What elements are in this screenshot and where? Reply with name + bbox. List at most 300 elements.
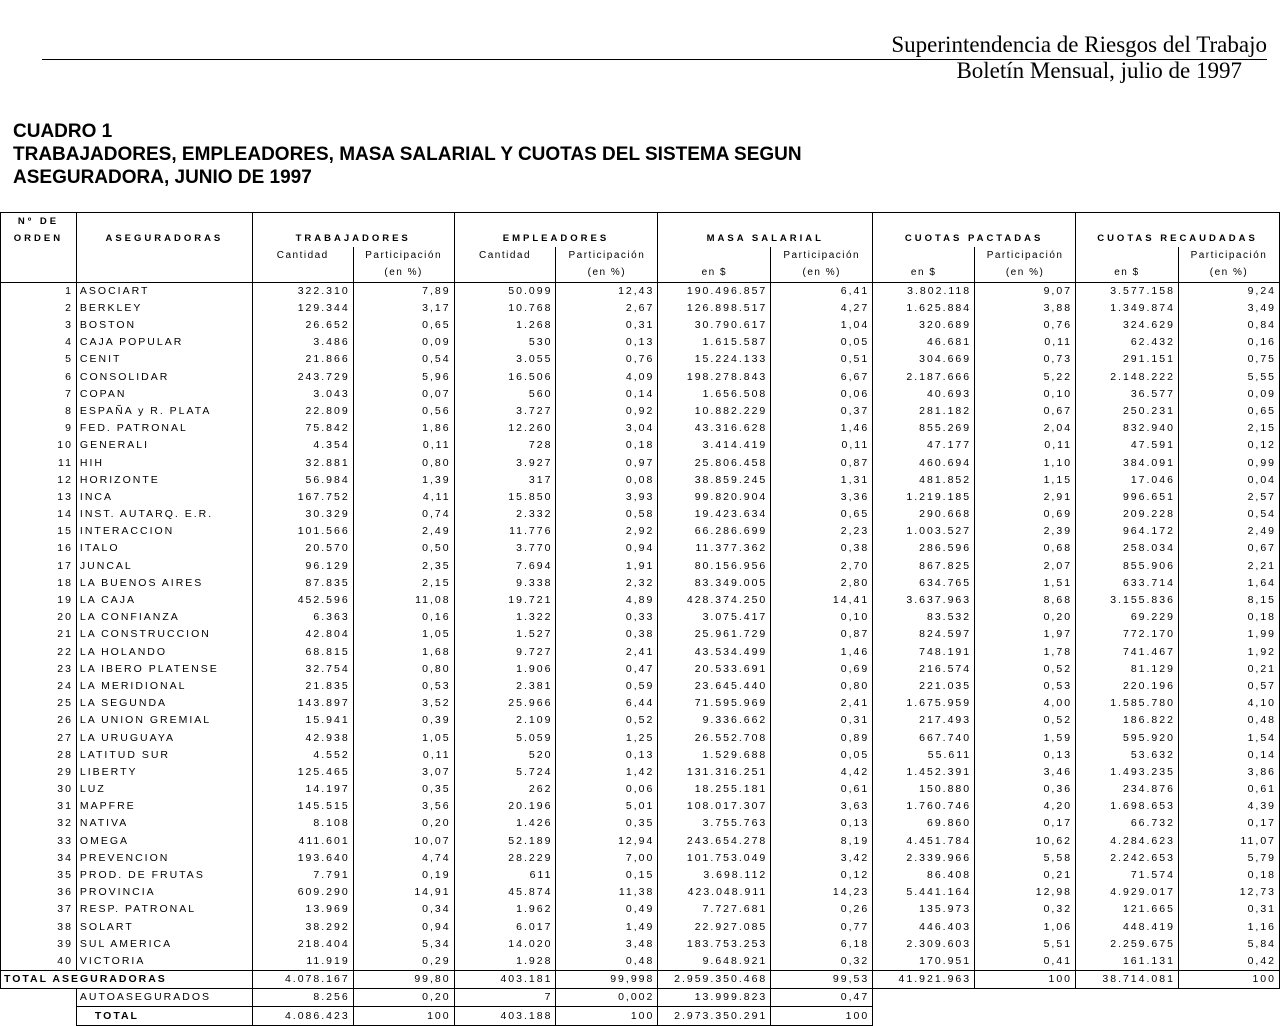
data-cell: 0,57 [1178, 678, 1279, 695]
header-row-4 [1, 264, 1280, 282]
data-cell: 0,56 [353, 403, 454, 420]
data-cell: 2.309.603 [873, 936, 975, 953]
row-number: 4 [1, 334, 77, 351]
data-cell: 23.645.440 [658, 678, 771, 695]
data-cell: 324.629 [1076, 317, 1179, 334]
row-number: 1 [1, 282, 77, 300]
data-cell: 1.962 [454, 901, 556, 918]
data-cell: 3,86 [1178, 764, 1279, 781]
grand-total-cell: 100 [771, 1007, 873, 1025]
subheader-cell: (en %) [556, 264, 658, 282]
data-cell: 0,52 [556, 712, 658, 729]
row-number: 8 [1, 403, 77, 420]
subheader-cell [76, 264, 252, 282]
data-cell: 5,51 [975, 936, 1076, 953]
data-cell: 71.574 [1076, 867, 1179, 884]
data-cell: 867.825 [873, 558, 975, 575]
data-cell: 2.332 [454, 506, 556, 523]
data-cell: 3,42 [771, 850, 873, 867]
subheader-cell [454, 264, 556, 282]
data-cell: 1.585.780 [1076, 695, 1179, 712]
data-cell: 0,09 [1178, 386, 1279, 403]
data-cell: 4,20 [975, 798, 1076, 815]
data-cell: 11,38 [556, 884, 658, 901]
data-cell: 832.940 [1076, 420, 1179, 437]
data-cell: 0,15 [556, 867, 658, 884]
data-cell: 0,76 [556, 351, 658, 368]
data-cell: 0,37 [771, 403, 873, 420]
data-cell: 2.242.653 [1076, 850, 1179, 867]
data-cell: 5,34 [353, 936, 454, 953]
data-cell: 3.802.118 [873, 282, 975, 300]
subheader-cell: en $ [873, 264, 975, 282]
data-cell: 728 [454, 437, 556, 454]
data-cell: 0,11 [975, 334, 1076, 351]
data-cell: 250.231 [1076, 403, 1179, 420]
table-row [1, 282, 1280, 300]
organization-name: Superintendencia de Riesgos del Trabajo [891, 32, 1267, 57]
data-cell: 1,54 [1178, 729, 1279, 746]
row-number: 23 [1, 661, 77, 678]
table-row [1, 919, 1280, 936]
data-cell: 1,64 [1178, 575, 1279, 592]
data-cell: 7.694 [454, 558, 556, 575]
data-cell: 38.859.245 [658, 472, 771, 489]
data-cell: 96.129 [252, 558, 353, 575]
data-cell: 0,73 [975, 351, 1076, 368]
data-cell: 10.768 [454, 300, 556, 317]
data-cell: 0,87 [771, 454, 873, 471]
data-cell: 3.075.417 [658, 609, 771, 626]
data-cell: 3,52 [353, 695, 454, 712]
data-cell: 170.951 [873, 953, 975, 971]
row-number: 3 [1, 317, 77, 334]
data-cell: 19.721 [454, 592, 556, 609]
data-cell: 0,49 [556, 901, 658, 918]
data-cell: 1.349.874 [1076, 300, 1179, 317]
data-cell: 4,00 [975, 695, 1076, 712]
data-cell: 0,50 [353, 540, 454, 557]
data-cell: 12,73 [1178, 884, 1279, 901]
subheader-cell [658, 247, 771, 264]
data-cell: 0,48 [556, 953, 658, 971]
data-cell: 8,68 [975, 592, 1076, 609]
col-orden-1: Nº DE [1, 213, 77, 231]
insurer-name: CONSOLIDAR [76, 369, 252, 386]
insurer-name: GENERALI [76, 437, 252, 454]
data-cell: 0,11 [975, 437, 1076, 454]
data-cell: 1,78 [975, 644, 1076, 661]
row-number: 10 [1, 437, 77, 454]
data-cell: 131.316.251 [658, 764, 771, 781]
data-cell: 5,96 [353, 369, 454, 386]
insurer-name: BOSTON [76, 317, 252, 334]
data-cell: 0,13 [556, 747, 658, 764]
insurer-name: ESPAÑA y R. PLATA [76, 403, 252, 420]
data-cell: 0,41 [975, 953, 1076, 971]
data-cell: 0,31 [1178, 901, 1279, 918]
data-cell: 0,48 [1178, 712, 1279, 729]
table-row [1, 489, 1280, 506]
row-number: 20 [1, 609, 77, 626]
data-cell: 2,70 [771, 558, 873, 575]
data-cell: 14.020 [454, 936, 556, 953]
insurer-name: ASOCIART [76, 282, 252, 300]
grand-total-cell: 403.188 [454, 1007, 556, 1025]
data-cell: 0,17 [975, 815, 1076, 832]
data-cell: 7,00 [556, 850, 658, 867]
insurer-name: CENIT [76, 351, 252, 368]
table-row [1, 695, 1280, 712]
data-cell: 1,49 [556, 919, 658, 936]
data-cell: 167.752 [252, 489, 353, 506]
data-cell: 0,65 [771, 506, 873, 523]
data-cell: 2,07 [975, 558, 1076, 575]
data-cell: 1,04 [771, 317, 873, 334]
data-cell: 1,91 [556, 558, 658, 575]
data-cell: 14,23 [771, 884, 873, 901]
row-number: 24 [1, 678, 77, 695]
header-row-2 [1, 230, 1280, 247]
data-cell: 1.675.959 [873, 695, 975, 712]
data-cell: 4,42 [771, 764, 873, 781]
insurer-name: SOLART [76, 919, 252, 936]
data-cell: 667.740 [873, 729, 975, 746]
grand-total-label: TOTAL [76, 1007, 252, 1025]
data-cell: 0,69 [771, 661, 873, 678]
data-cell: 14.197 [252, 781, 353, 798]
table-row [1, 764, 1280, 781]
data-cell: 1.615.587 [658, 334, 771, 351]
data-cell: 0,84 [1178, 317, 1279, 334]
data-cell: 1,99 [1178, 626, 1279, 643]
data-cell: 0,47 [556, 661, 658, 678]
header-row-3 [1, 247, 1280, 264]
data-cell: 1.219.185 [873, 489, 975, 506]
data-cell: 6.017 [454, 919, 556, 936]
table-row [1, 369, 1280, 386]
data-cell: 50.099 [454, 282, 556, 300]
data-cell: 32.881 [252, 454, 353, 471]
data-cell: 1.003.527 [873, 523, 975, 540]
row-number: 13 [1, 489, 77, 506]
row-number: 36 [1, 884, 77, 901]
data-cell: 3.927 [454, 454, 556, 471]
data-cell: 8.108 [252, 815, 353, 832]
data-cell: 9,24 [1178, 282, 1279, 300]
table-row [1, 592, 1280, 609]
data-cell: 0,80 [353, 454, 454, 471]
data-cell: 1,46 [771, 420, 873, 437]
table-row [1, 300, 1280, 317]
data-cell: 0,59 [556, 678, 658, 695]
row-number: 38 [1, 919, 77, 936]
data-cell: 30.790.617 [658, 317, 771, 334]
data-cell: 47.177 [873, 437, 975, 454]
data-cell: 38.292 [252, 919, 353, 936]
data-cell: 1,31 [771, 472, 873, 489]
insurer-name: COPAN [76, 386, 252, 403]
table-row [1, 884, 1280, 901]
data-cell: 221.035 [873, 678, 975, 695]
data-cell: 0,13 [975, 747, 1076, 764]
data-cell: 2.381 [454, 678, 556, 695]
data-cell: 0,80 [771, 678, 873, 695]
subheader-cell [1076, 247, 1179, 264]
data-cell: 21.866 [252, 351, 353, 368]
data-cell: 183.753.253 [658, 936, 771, 953]
data-cell: 0,39 [353, 712, 454, 729]
data-cell: 55.611 [873, 747, 975, 764]
data-cell: 0,21 [1178, 661, 1279, 678]
row-number: 37 [1, 901, 77, 918]
insurer-name: LA CAJA [76, 592, 252, 609]
group-trabajadores: TRABAJADORES [252, 230, 454, 247]
data-cell: 0,18 [1178, 867, 1279, 884]
data-cell: 11,07 [1178, 833, 1279, 850]
data-cell: 0,10 [975, 386, 1076, 403]
insurer-name: LA URUGUAYA [76, 729, 252, 746]
subheader-cell [1, 264, 77, 282]
data-cell: 0,29 [353, 953, 454, 971]
data-cell: 25.961.729 [658, 626, 771, 643]
data-cell: 186.822 [1076, 712, 1179, 729]
data-cell: 18.255.181 [658, 781, 771, 798]
data-cell: 1.760.746 [873, 798, 975, 815]
insurer-name: FED. PATRONAL [76, 420, 252, 437]
table-row [1, 644, 1280, 661]
table-row [1, 317, 1280, 334]
total-cell: 41.921.963 [873, 971, 975, 989]
data-cell: 1,51 [975, 575, 1076, 592]
table-row [1, 403, 1280, 420]
subheader-cell: (en %) [353, 264, 454, 282]
data-cell: 1.906 [454, 661, 556, 678]
data-cell: 428.374.250 [658, 592, 771, 609]
table-row [1, 833, 1280, 850]
data-cell: 2,21 [1178, 558, 1279, 575]
data-cell: 3,36 [771, 489, 873, 506]
data-cell: 1,15 [975, 472, 1076, 489]
data-cell: 772.170 [1076, 626, 1179, 643]
insurer-name: LIBERTY [76, 764, 252, 781]
data-cell: 0,68 [975, 540, 1076, 557]
data-cell: 11.776 [454, 523, 556, 540]
table-row [1, 506, 1280, 523]
data-cell: 0,07 [353, 386, 454, 403]
data-cell: 83.532 [873, 609, 975, 626]
data-cell: 3.755.763 [658, 815, 771, 832]
insurer-name: INST. AUTARQ. E.R. [76, 506, 252, 523]
page-header [42, 32, 1267, 82]
data-cell: 150.880 [873, 781, 975, 798]
table-row [1, 850, 1280, 867]
subheader-cell [873, 247, 975, 264]
data-cell: 0,54 [1178, 506, 1279, 523]
data-cell: 1.928 [454, 953, 556, 971]
data-cell: 14,91 [353, 884, 454, 901]
blank-cell [873, 989, 975, 1007]
table-row [1, 626, 1280, 643]
data-cell: 322.310 [252, 282, 353, 300]
data-cell: 0,34 [353, 901, 454, 918]
data-cell: 6.363 [252, 609, 353, 626]
autoasegurados-row [1, 989, 1280, 1007]
row-number: 12 [1, 472, 77, 489]
data-cell: 101.566 [252, 523, 353, 540]
insurer-name: PREVENCION [76, 850, 252, 867]
data-cell: 3,93 [556, 489, 658, 506]
blank-cell [1, 1007, 77, 1025]
total-aseguradoras-label: TOTAL ASEGURADORAS [1, 971, 253, 989]
table-row [1, 953, 1280, 971]
group-masa-salarial: MASA SALARIAL [658, 230, 873, 247]
data-cell: 0,14 [1178, 747, 1279, 764]
data-cell: 121.665 [1076, 901, 1179, 918]
data-cell: 320.689 [873, 317, 975, 334]
data-cell: 8,19 [771, 833, 873, 850]
table-row [1, 867, 1280, 884]
data-cell: 262 [454, 781, 556, 798]
row-number: 33 [1, 833, 77, 850]
data-cell: 5,84 [1178, 936, 1279, 953]
data-cell: 9.648.921 [658, 953, 771, 971]
data-cell: 11.377.362 [658, 540, 771, 557]
data-cell: 1,05 [353, 626, 454, 643]
data-cell: 634.765 [873, 575, 975, 592]
data-cell: 0,38 [771, 540, 873, 557]
data-cell: 0,51 [771, 351, 873, 368]
subheader-cell: (en %) [1178, 264, 1279, 282]
subheader-cell: Participación [353, 247, 454, 264]
data-cell: 12,98 [975, 884, 1076, 901]
data-cell: 1.452.391 [873, 764, 975, 781]
data-cell: 75.842 [252, 420, 353, 437]
data-cell: 43.534.499 [658, 644, 771, 661]
data-cell: 234.876 [1076, 781, 1179, 798]
data-cell: 0,31 [556, 317, 658, 334]
data-cell: 0,18 [1178, 609, 1279, 626]
row-number: 34 [1, 850, 77, 867]
data-cell: 11,08 [353, 592, 454, 609]
data-cell: 2,41 [556, 644, 658, 661]
data-cell: 423.048.911 [658, 884, 771, 901]
data-cell: 0,77 [771, 919, 873, 936]
blank-cell [1, 989, 77, 1007]
data-cell: 15.224.133 [658, 351, 771, 368]
blank-cell [1178, 989, 1279, 1007]
total-cell: 100 [975, 971, 1076, 989]
table-row [1, 472, 1280, 489]
row-number: 5 [1, 351, 77, 368]
data-cell: 13.969 [252, 901, 353, 918]
row-number: 25 [1, 695, 77, 712]
data-cell: 855.269 [873, 420, 975, 437]
insurer-name: LA HOLANDO [76, 644, 252, 661]
data-cell: 8,15 [1178, 592, 1279, 609]
data-cell: 10,07 [353, 833, 454, 850]
blank-cell [1076, 1007, 1179, 1025]
data-cell: 42.804 [252, 626, 353, 643]
data-cell: 0,10 [771, 609, 873, 626]
data-cell: 1,16 [1178, 919, 1279, 936]
row-number: 29 [1, 764, 77, 781]
data-cell: 0,38 [556, 626, 658, 643]
group-empleadores: EMPLEADORES [454, 230, 658, 247]
data-cell: 0,08 [556, 472, 658, 489]
data-cell: 2,92 [556, 523, 658, 540]
subheader-cell: en $ [1076, 264, 1179, 282]
blank-cell [1178, 1007, 1279, 1025]
group-cuotas-pactadas: CUOTAS PACTADAS [873, 230, 1076, 247]
subheader-cell: Participación [556, 247, 658, 264]
insurer-name: CAJA POPULAR [76, 334, 252, 351]
data-table [0, 212, 1280, 1026]
insurer-name: PROVINCIA [76, 884, 252, 901]
data-cell: 633.714 [1076, 575, 1179, 592]
data-cell: 9,07 [975, 282, 1076, 300]
data-cell: 281.182 [873, 403, 975, 420]
grand-total-cell: 4.086.423 [252, 1007, 353, 1025]
table-row [1, 661, 1280, 678]
data-cell: 7.727.681 [658, 901, 771, 918]
data-cell: 1,68 [353, 644, 454, 661]
data-cell: 3.770 [454, 540, 556, 557]
data-cell: 5,79 [1178, 850, 1279, 867]
data-cell: 4,27 [771, 300, 873, 317]
table-row [1, 523, 1280, 540]
data-cell: 0,11 [353, 747, 454, 764]
insurer-name: OMEGA [76, 833, 252, 850]
data-cell: 384.091 [1076, 454, 1179, 471]
row-number: 21 [1, 626, 77, 643]
data-cell: 1.493.235 [1076, 764, 1179, 781]
autoasegurados-cell: 0,47 [771, 989, 873, 1007]
total-cell: 4.078.167 [252, 971, 353, 989]
data-cell: 0,21 [975, 867, 1076, 884]
data-cell: 19.423.634 [658, 506, 771, 523]
row-number: 15 [1, 523, 77, 540]
data-cell: 26.552.708 [658, 729, 771, 746]
data-cell: 2,91 [975, 489, 1076, 506]
table-row [1, 815, 1280, 832]
data-cell: 6,18 [771, 936, 873, 953]
row-number: 19 [1, 592, 77, 609]
row-number: 26 [1, 712, 77, 729]
subheader-cell: (en %) [975, 264, 1076, 282]
col-aseguradoras: ASEGURADORAS [76, 230, 252, 247]
data-cell: 62.432 [1076, 334, 1179, 351]
data-cell: 22.927.085 [658, 919, 771, 936]
insurer-name: LUZ [76, 781, 252, 798]
insurer-name: HIH [76, 454, 252, 471]
data-cell: 83.349.005 [658, 575, 771, 592]
data-cell: 1,06 [975, 919, 1076, 936]
data-cell: 36.577 [1076, 386, 1179, 403]
data-cell: 0,17 [1178, 815, 1279, 832]
data-cell: 22.809 [252, 403, 353, 420]
row-number: 27 [1, 729, 77, 746]
insurer-name: SUL AMERICA [76, 936, 252, 953]
insurer-name: LATITUD SUR [76, 747, 252, 764]
data-cell: 4.284.623 [1076, 833, 1179, 850]
data-cell: 452.596 [252, 592, 353, 609]
data-cell: 2,49 [1178, 523, 1279, 540]
table-row [1, 712, 1280, 729]
autoasegurados-cell: 7 [454, 989, 556, 1007]
total-cell: 2.959.350.468 [658, 971, 771, 989]
data-cell: 0,20 [353, 815, 454, 832]
